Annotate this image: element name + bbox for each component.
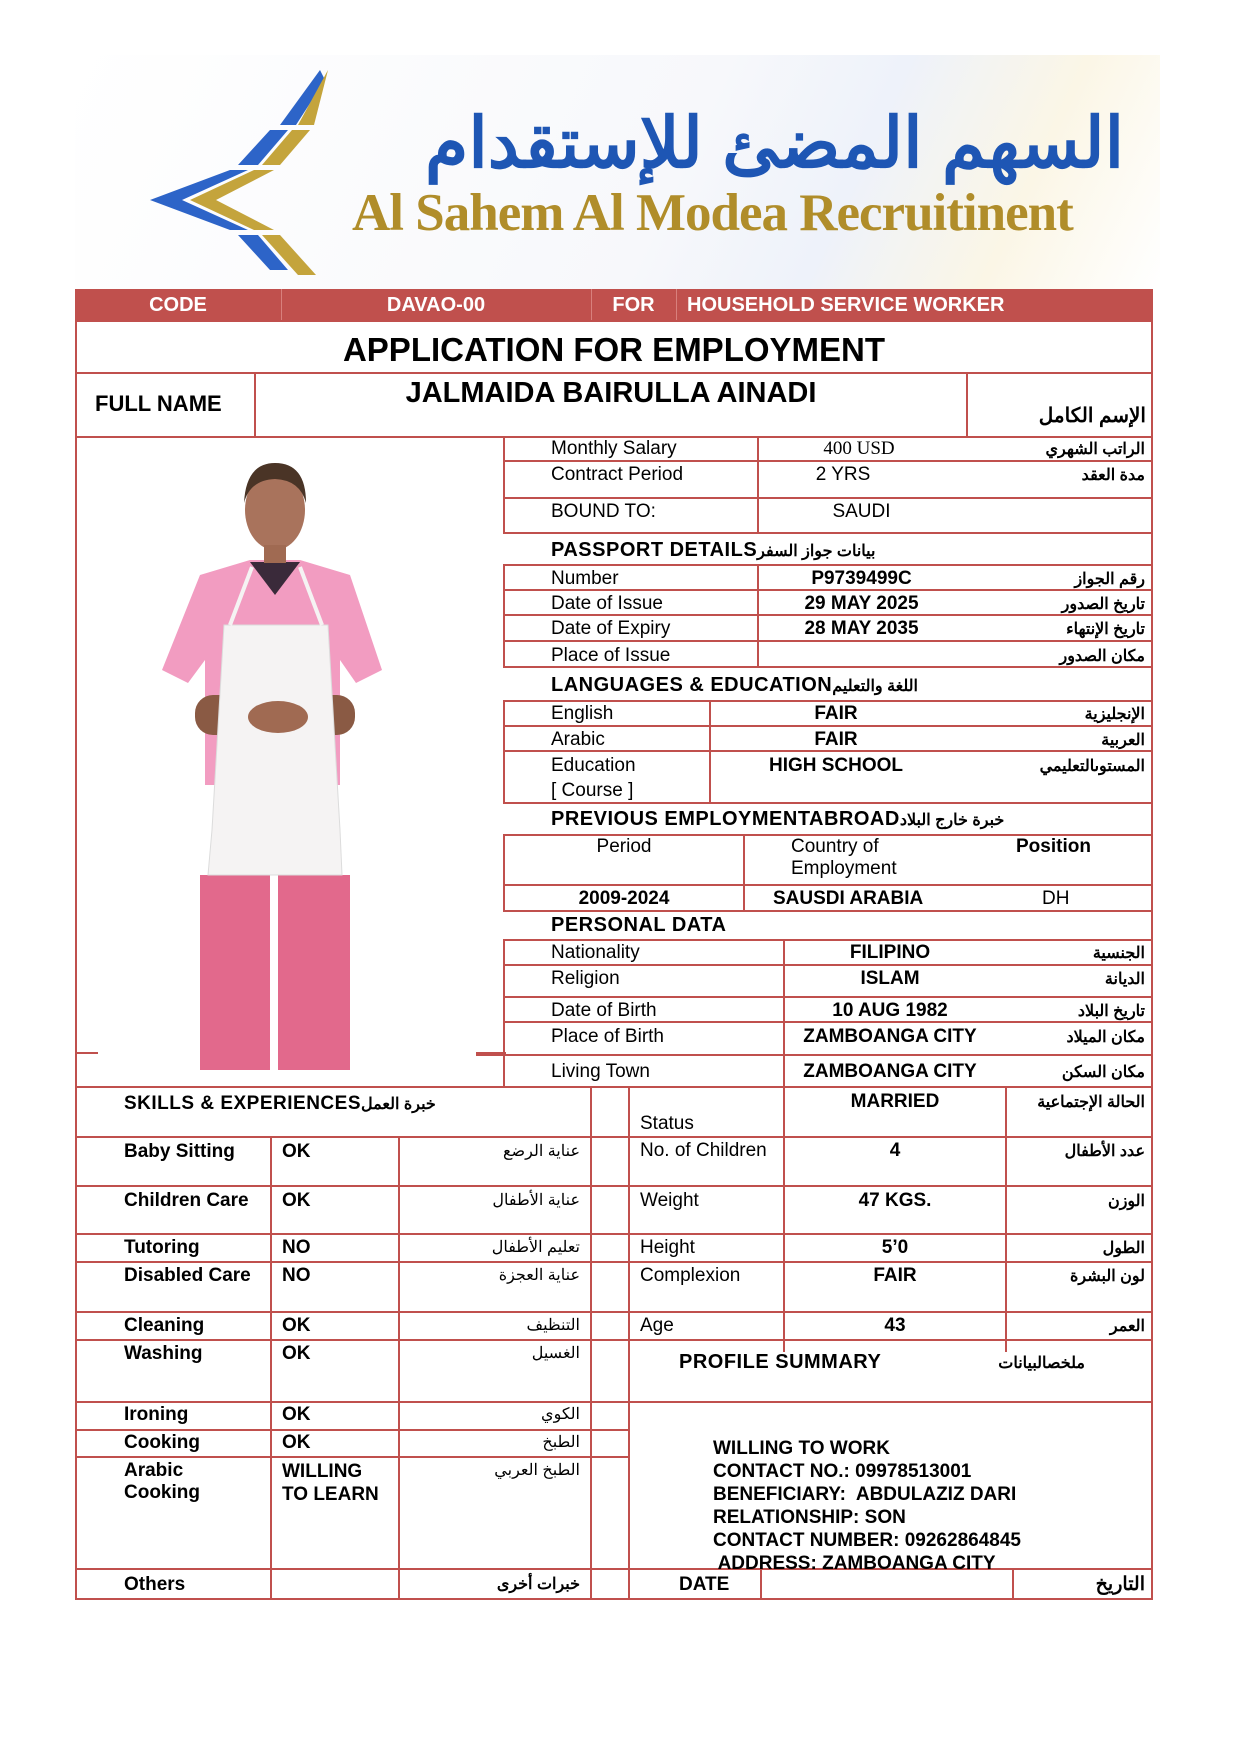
- date-of-birth-value: 10 AUG 1982: [832, 1000, 948, 1021]
- personal-data-heading: PERSONAL DATA: [551, 914, 727, 936]
- skill-value: WILLING TO LEARN: [282, 1461, 379, 1505]
- date-of-expiry-label: Date of Expiry: [551, 618, 671, 639]
- languages-heading: LANGUAGES & EDUCATIONاللغة والتعليم: [551, 674, 918, 696]
- skill-arabic: عناية الأطفال: [492, 1192, 580, 1209]
- children-value: 4: [889, 1140, 901, 1161]
- country-column-header: Country of Employment: [791, 836, 897, 879]
- profile-line: CONTACT NUMBER: 09262864845: [713, 1530, 1021, 1551]
- place-of-issue-arabic: مكان الصدور: [1059, 648, 1145, 665]
- date-of-expiry-value: 28 MAY 2035: [804, 618, 919, 639]
- place-of-birth-arabic: مكان الميلاد: [1066, 1029, 1145, 1046]
- skill-name: Children Care: [124, 1190, 249, 1211]
- nationality-label: Nationality: [551, 942, 640, 963]
- previous-employment-heading-arabic: خبرة خارج البلاد: [899, 812, 1005, 829]
- education-course-label: [ Course ]: [551, 780, 634, 801]
- complexion-arabic: لون البشرة: [1070, 1268, 1145, 1285]
- skill-name: Arabic Cooking: [124, 1460, 200, 1503]
- children-arabic: عدد الأطفال: [1064, 1143, 1145, 1160]
- date-of-issue-arabic: تاريخ الصدور: [1061, 596, 1145, 613]
- living-town-arabic: مكان السكن: [1061, 1064, 1145, 1081]
- complexion-value: FAIR: [873, 1265, 917, 1286]
- date-of-issue-value: 29 MAY 2025: [804, 593, 919, 614]
- weight-arabic: الوزن: [1107, 1193, 1145, 1210]
- header-bar: [75, 289, 1153, 322]
- profile-line: WILLING TO WORK: [713, 1438, 890, 1459]
- position-applied: HOUSEHOLD SERVICE WORKER: [687, 294, 1005, 316]
- arabic-language-value: FAIR: [814, 729, 858, 750]
- profile-line: RELATIONSHIP: SON: [713, 1507, 906, 1528]
- nationality-arabic: الجنسية: [1092, 945, 1145, 962]
- skill-name: Disabled Care: [124, 1265, 251, 1286]
- status-arabic: الحالة الإجتماعية: [1037, 1094, 1145, 1111]
- skill-name: Tutoring: [124, 1237, 200, 1258]
- bound-to-value: SAUDI: [832, 501, 891, 522]
- weight-value: 47 KGS.: [858, 1190, 932, 1211]
- skill-arabic: عناية الرضع: [503, 1143, 580, 1160]
- passport-heading-arabic: بيانات جواز السفر: [757, 543, 876, 560]
- page-title: APPLICATION FOR EMPLOYMENT: [342, 331, 886, 368]
- english-arabic: الإنجليزية: [1084, 706, 1145, 723]
- religion-arabic: الديانة: [1104, 971, 1145, 988]
- position-column-header: Position: [1016, 836, 1091, 857]
- monthly-salary-value: 400 USD: [823, 438, 895, 459]
- place-of-issue-label: Place of Issue: [551, 645, 671, 666]
- skill-name: Baby Sitting: [124, 1141, 235, 1162]
- previous-employment-heading: PREVIOUS EMPLOYMENTABROADخبرة خارج البلاد: [551, 808, 1005, 830]
- employment-country: SAUSDI ARABIA: [773, 888, 924, 909]
- date-of-birth-arabic: تاريخ البلاد: [1077, 1003, 1145, 1020]
- applicant-photo: [160, 455, 385, 1073]
- nationality-value: FILIPINO: [849, 942, 931, 963]
- passport-number-arabic: رقم الجواز: [1074, 571, 1145, 588]
- skill-arabic: الطبخ: [542, 1434, 580, 1451]
- date-of-birth-label: Date of Birth: [551, 1000, 657, 1021]
- height-value: 5’0: [881, 1237, 909, 1258]
- monthly-salary-label: Monthly Salary: [551, 438, 677, 459]
- living-town-label: Living Town: [551, 1061, 650, 1082]
- profile-line: CONTACT NO.: 09978513001: [713, 1461, 972, 1482]
- bound-to-label: BOUND TO:: [551, 501, 656, 522]
- employment-period: 2009-2024: [578, 888, 670, 909]
- skill-value: OK: [282, 1343, 311, 1364]
- languages-heading-arabic: اللغة والتعليم: [832, 678, 918, 695]
- skill-arabic: الطبخ العربي: [494, 1462, 580, 1479]
- place-of-birth-value: ZAMBOANGA CITY: [803, 1026, 977, 1047]
- skill-value: OK: [282, 1432, 311, 1453]
- employment-position: DH: [1042, 888, 1070, 909]
- skill-value: NO: [282, 1237, 311, 1258]
- height-arabic: الطول: [1102, 1240, 1145, 1257]
- skill-arabic: عناية العجزة: [498, 1267, 580, 1284]
- education-label: Education: [551, 755, 636, 776]
- applicant-photo-icon: [160, 455, 385, 1073]
- date-of-issue-label: Date of Issue: [551, 593, 663, 614]
- skill-arabic: الكوي: [541, 1406, 580, 1423]
- skill-arabic: خبرات أخرى: [496, 1576, 580, 1593]
- skill-name: Ironing: [124, 1404, 189, 1425]
- skill-name: Others: [124, 1574, 186, 1595]
- skill-name: Cleaning: [124, 1315, 205, 1336]
- skill-value: OK: [282, 1404, 311, 1425]
- profile-summary-heading-arabic: ملخصالبيانات: [998, 1355, 1085, 1372]
- date-of-expiry-arabic: تاريخ الإنتهاء: [1066, 621, 1145, 638]
- status-value: MARRIED: [850, 1091, 940, 1112]
- full-name-label: FULL NAME: [95, 391, 222, 416]
- full-name-value: JALMAIDA BAIRULLA AINADI: [405, 377, 817, 409]
- skills-heading: SKILLS & EXPERIENCESخبرة العمل: [124, 1093, 436, 1114]
- religion-label: Religion: [551, 968, 620, 989]
- age-label: Age: [640, 1315, 674, 1336]
- age-arabic: العمر: [1109, 1318, 1145, 1335]
- skill-arabic: التنظيف: [526, 1317, 580, 1334]
- skill-value: OK: [282, 1141, 311, 1162]
- date-label: DATE: [679, 1574, 730, 1595]
- skill-name: Cooking: [124, 1432, 200, 1453]
- company-logo: [75, 55, 1160, 289]
- full-name-arabic-label: الإسم الكامل: [1038, 405, 1146, 427]
- arabic-language-arabic: العربية: [1101, 732, 1145, 749]
- period-column-header: Period: [596, 836, 652, 857]
- living-town-value: ZAMBOANGA CITY: [803, 1061, 977, 1082]
- children-label: No. of Children: [640, 1140, 767, 1161]
- education-arabic: المستوىالتعليمي: [1039, 758, 1145, 775]
- skills-heading-arabic: خبرة العمل: [361, 1096, 436, 1113]
- skill-value: OK: [282, 1190, 311, 1211]
- passport-heading: PASSPORT DETAILSبيانات جواز السفر: [551, 539, 876, 561]
- skill-name: Washing: [124, 1343, 203, 1364]
- skill-value: NO: [282, 1265, 311, 1286]
- profile-summary-heading: PROFILE SUMMARY: [679, 1351, 882, 1373]
- logo-english-name: Al Sahem Al Modea Recruitinent: [352, 184, 1073, 242]
- profile-line: BENEFICIARY: ABDULAZIZ DARI: [713, 1484, 1017, 1505]
- place-of-birth-label: Place of Birth: [551, 1026, 664, 1047]
- religion-value: ISLAM: [860, 968, 920, 989]
- contract-period-label: Contract Period: [551, 464, 684, 485]
- english-value: FAIR: [814, 703, 858, 724]
- education-value: HIGH SCHOOL: [768, 755, 904, 776]
- passport-number-value: P9739499C: [811, 568, 912, 589]
- height-label: Height: [640, 1237, 695, 1258]
- skill-value: OK: [282, 1315, 311, 1336]
- code-value: DAVAO-00: [386, 294, 486, 316]
- arrow-logo-icon: [120, 70, 345, 285]
- contract-period-value: 2 YRS: [815, 464, 871, 485]
- english-label: English: [551, 703, 614, 724]
- for-label: FOR: [612, 294, 655, 316]
- arabic-language-label: Arabic: [551, 729, 605, 750]
- passport-number-label: Number: [551, 568, 619, 589]
- code-label: CODE: [149, 294, 207, 316]
- age-value: 43: [884, 1315, 906, 1336]
- weight-label: Weight: [640, 1190, 699, 1211]
- logo-arabic-name: السهم المضئ للإستقدام: [425, 104, 1125, 182]
- skill-arabic: تعليم الأطفال: [491, 1239, 580, 1256]
- date-arabic: التاريخ: [1095, 1574, 1145, 1595]
- contract-period-arabic: مدة العقد: [1081, 467, 1145, 484]
- skill-arabic: الغسيل: [531, 1345, 580, 1362]
- monthly-salary-arabic: الراتب الشهري: [1045, 441, 1145, 458]
- profile-line: ADDRESS: ZAMBOANGA CITY: [713, 1553, 996, 1574]
- status-label: Status: [640, 1113, 694, 1134]
- complexion-label: Complexion: [640, 1265, 741, 1286]
